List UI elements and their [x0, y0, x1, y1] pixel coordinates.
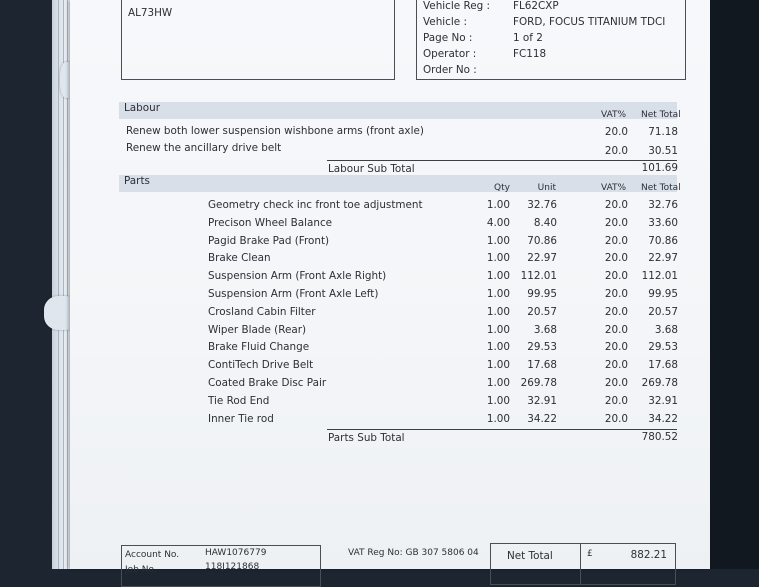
job-no-label: Job No.	[125, 565, 157, 575]
labour-item-desc: Renew both lower suspension wishbone arms (front axle)	[126, 125, 424, 137]
part-desc: Geometry check inc front toe adjustment	[208, 199, 423, 211]
account-no-label: Account No.	[125, 550, 180, 560]
labour-item-vat: 20.0	[604, 145, 628, 157]
part-vat: 20.0	[604, 288, 628, 300]
labour-col-vat: VAT%	[601, 110, 627, 120]
parts-col-net: Net Total	[641, 183, 681, 193]
net-total-divider	[580, 544, 581, 584]
part-qty: 1.00	[486, 341, 510, 353]
part-desc: Crosland Cabin Filter	[208, 306, 316, 318]
net-total-label: Net Total	[507, 550, 553, 562]
part-net-total: 99.95	[648, 288, 678, 300]
labour-item-vat: 20.0	[604, 126, 628, 138]
job-no-value: 118J121868	[205, 562, 260, 572]
labour-item-net: 30.51	[648, 145, 678, 157]
part-net-total: 34.22	[648, 413, 678, 425]
parts-heading: Parts	[124, 175, 150, 187]
part-qty: 1.00	[486, 377, 510, 389]
net-total-value: 882.21	[630, 549, 667, 561]
account-no-value: HAW1076779	[205, 548, 267, 558]
part-net-total: 33.60	[648, 217, 678, 229]
part-desc: Brake Fluid Change	[208, 341, 310, 353]
part-vat: 20.0	[604, 341, 628, 353]
part-desc: Tie Rod End	[208, 395, 270, 407]
part-net-total: 269.78	[641, 377, 678, 389]
part-unit-price: 29.53	[527, 341, 557, 353]
part-qty: 4.00	[486, 217, 510, 229]
part-qty: 1.00	[486, 413, 510, 425]
labour-header-band	[119, 102, 677, 119]
order-no-label: Order No :	[423, 64, 477, 76]
net-total-box	[490, 543, 676, 585]
part-unit-price: 34.22	[527, 413, 557, 425]
part-desc: Suspension Arm (Front Axle Right)	[208, 270, 387, 282]
part-net-total: 32.76	[648, 199, 678, 211]
part-unit-price: 32.91	[527, 395, 557, 407]
part-net-total: 70.86	[648, 235, 678, 247]
page-no-value: 1 of 2	[513, 32, 543, 44]
part-qty: 1.00	[486, 324, 510, 336]
part-qty: 1.00	[486, 288, 510, 300]
vehicle-reg-value: FL62CXP	[513, 0, 559, 12]
operator-value: FC118	[513, 48, 547, 60]
part-unit-price: 8.40	[533, 217, 557, 229]
part-qty: 1.00	[486, 199, 510, 211]
part-qty: 1.00	[486, 270, 510, 282]
part-vat: 20.0	[604, 217, 628, 229]
parts-subtotal-value: 780.52	[641, 431, 678, 443]
part-unit-price: 70.86	[527, 235, 557, 247]
part-unit-price: 17.68	[527, 359, 557, 371]
part-net-total: 3.68	[654, 324, 678, 336]
part-net-total: 32.91	[648, 395, 678, 407]
part-net-total: 20.57	[648, 306, 678, 318]
labour-col-net: Net Total	[641, 110, 681, 120]
part-desc: Precison Wheel Balance	[208, 217, 333, 229]
part-unit-price: 22.97	[527, 252, 557, 264]
part-unit-price: 112.01	[520, 270, 557, 282]
vat-reg-number: VAT Reg No: GB 307 5806 04	[348, 548, 479, 558]
part-unit-price: 99.95	[527, 288, 557, 300]
part-qty: 1.00	[486, 306, 510, 318]
part-unit-price: 32.76	[527, 199, 557, 211]
background-dark-right	[706, 0, 759, 569]
part-desc: Suspension Arm (Front Axle Left)	[208, 288, 379, 300]
parts-header-band	[119, 175, 677, 192]
customer-county	[140, 0, 209, 1]
parts-col-vat: VAT%	[601, 183, 627, 193]
part-net-total: 17.68	[648, 359, 678, 371]
labour-item-desc: Renew the ancillary drive belt	[126, 142, 282, 154]
part-desc: Pagid Brake Pad (Front)	[208, 235, 330, 247]
part-desc: ContiTech Drive Belt	[208, 359, 314, 371]
part-unit-price: 269.78	[520, 377, 557, 389]
parts-col-unit: Unit	[537, 183, 556, 193]
part-unit-price: 3.68	[533, 324, 557, 336]
part-vat: 20.0	[604, 306, 628, 318]
part-unit-price: 20.57	[527, 306, 557, 318]
part-vat: 20.0	[604, 199, 628, 211]
part-vat: 20.0	[604, 395, 628, 407]
parts-subtotal-rule	[327, 429, 677, 430]
customer-address-box	[121, 0, 395, 80]
labour-subtotal-label: Labour Sub Total	[328, 163, 415, 175]
part-vat: 20.0	[604, 377, 628, 389]
page-edge-line	[58, 0, 59, 569]
currency-symbol: £	[587, 549, 593, 559]
part-vat: 20.0	[604, 235, 628, 247]
operator-label: Operator :	[423, 48, 477, 60]
part-net-total: 22.97	[648, 252, 678, 264]
vehicle-model-value: FORD, FOCUS TITANIUM TDCI	[513, 16, 666, 28]
part-net-total: 112.01	[641, 270, 678, 282]
part-desc: Brake Clean	[208, 252, 271, 264]
labour-heading: Labour	[124, 102, 160, 114]
part-desc: Inner Tie rod	[208, 413, 274, 425]
page-no-label: Page No :	[423, 32, 473, 44]
part-vat: 20.0	[604, 252, 628, 264]
part-qty: 1.00	[486, 395, 510, 407]
part-net-total: 29.53	[648, 341, 678, 353]
part-qty: 1.00	[486, 359, 510, 371]
parts-subtotal-label: Parts Sub Total	[328, 432, 405, 444]
part-vat: 20.0	[604, 324, 628, 336]
part-desc: Wiper Blade (Rear)	[208, 324, 307, 336]
vehicle-info-box	[416, 0, 686, 80]
account-box	[121, 545, 321, 587]
part-qty: 1.00	[486, 252, 510, 264]
customer-postcode: AL73HW	[128, 7, 173, 19]
part-qty: 1.00	[486, 235, 510, 247]
labour-subtotal-value: 101.69	[641, 162, 678, 174]
labour-item-net: 71.18	[648, 126, 678, 138]
vehicle-reg-label: Vehicle Reg :	[423, 0, 491, 12]
vehicle-model-label: Vehicle :	[423, 16, 467, 28]
part-vat: 20.0	[604, 413, 628, 425]
invoice-page	[70, 0, 710, 575]
part-desc: Coated Brake Disc Pair	[208, 377, 327, 389]
parts-col-qty: Qty	[494, 183, 510, 193]
labour-subtotal-rule	[327, 160, 677, 161]
part-vat: 20.0	[604, 270, 628, 282]
part-vat: 20.0	[604, 359, 628, 371]
